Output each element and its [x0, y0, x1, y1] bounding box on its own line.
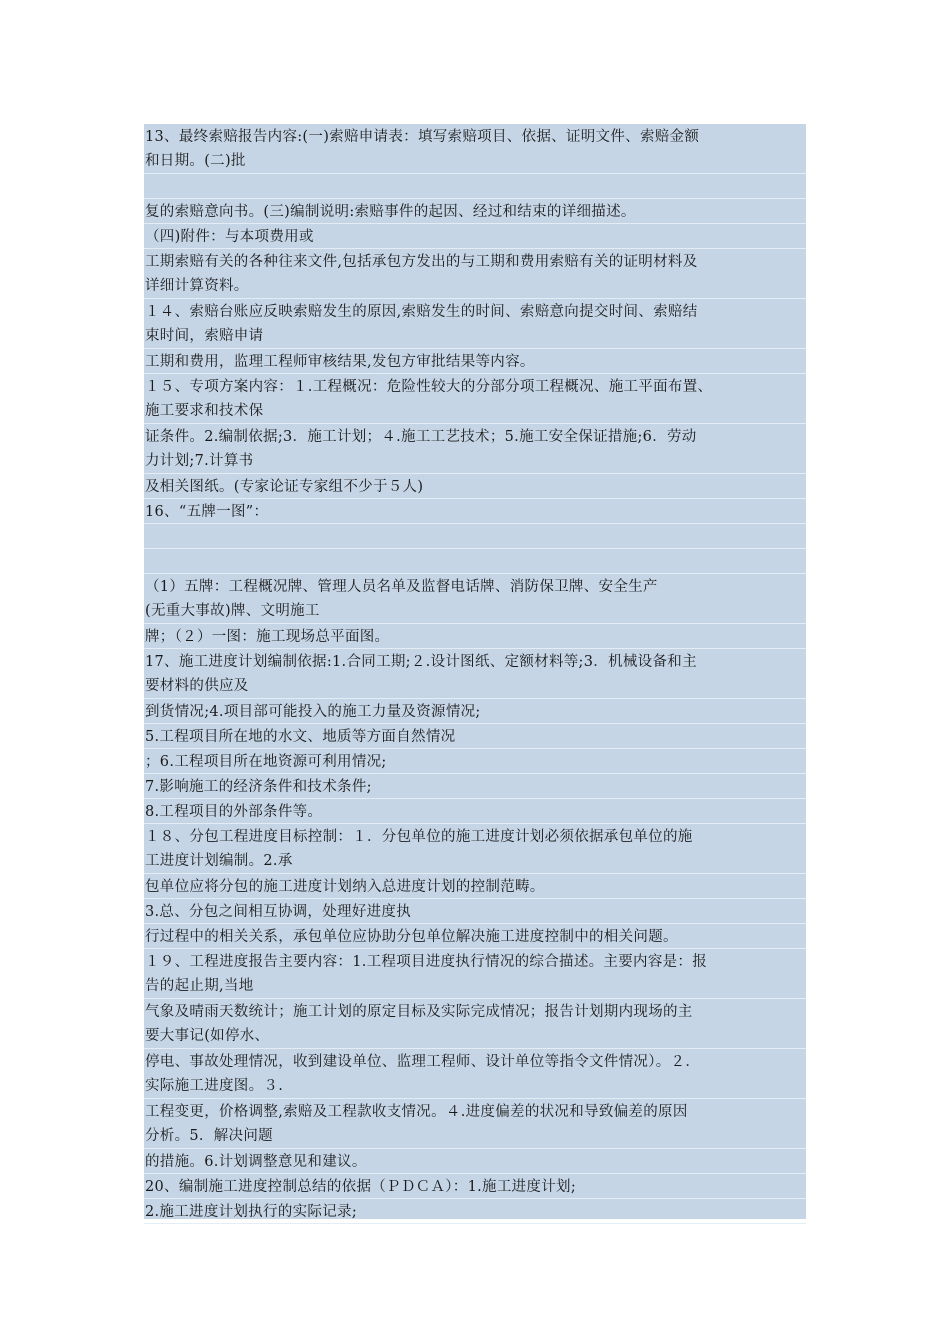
- text-line: 告的起止期,当地: [145, 978, 254, 994]
- text-line: 详细计算资料。: [145, 278, 249, 294]
- text-line: 7.影响施工的经济条件和技术条件;: [145, 779, 372, 795]
- text-line: 和日期。(二)批: [145, 153, 246, 169]
- text-row: [144, 249, 806, 299]
- text-row: [144, 1149, 806, 1174]
- text-line: （四)附件：与本项费用或: [145, 229, 314, 245]
- text-line: 工期和费用，监理工程师审核结果,发包方审批结果等内容。: [145, 354, 535, 370]
- text-line: １４、索赔台账应反映索赔发生的原因,索赔发生的时间、索赔意向提交时间、索赔结: [145, 304, 698, 320]
- empty-row: [144, 524, 806, 549]
- text-line: 工期索赔有关的各种往来文件,包括承包方发出的与工期和费用索赔有关的证明材料及: [145, 254, 698, 270]
- text-line: １９、工程进度报告主要内容：1.工程项目进度执行情况的综合描述。主要内容是：报: [145, 954, 708, 970]
- text-row: [144, 349, 806, 374]
- text-line: 的措施。6.计划调整意见和建议。: [145, 1154, 367, 1170]
- text-row: [144, 749, 806, 774]
- text-line: 束时间，索赔申请: [145, 328, 264, 344]
- text-line: 20、编制施工进度控制总结的依据（ＰＤＣＡ）：1.施工进度计划;: [145, 1179, 577, 1195]
- text-row: [144, 949, 806, 999]
- text-line: （1）五牌：工程概况牌、管理人员名单及监督电话牌、消防保卫牌、安全生产: [145, 579, 658, 595]
- text-line: 工进度计划编制。2.承: [145, 853, 293, 869]
- text-row: [144, 224, 806, 249]
- text-line: 牌；（２）一图：施工现场总平面图。: [145, 629, 390, 645]
- text-row: [144, 799, 806, 824]
- text-line: 到货情况;4.项目部可能投入的施工力量及资源情况;: [145, 704, 481, 720]
- text-line: 复的索赔意向书。(三)编制说明:索赔事件的起因、经过和结束的详细描述。: [145, 204, 636, 220]
- text-line: 行过程中的相关关系，承包单位应协助分包单位解决施工进度控制中的相关问题。: [145, 929, 678, 945]
- document-sheet: [144, 124, 806, 1219]
- text-row: [144, 724, 806, 749]
- text-line: 要材料的供应及: [145, 678, 249, 694]
- text-line: 施工要求和技术保: [145, 403, 264, 419]
- text-row: [144, 774, 806, 799]
- text-row: [144, 1049, 806, 1099]
- text-line: 17、施工进度计划编制依据:1.合同工期;２.设计图纸、定额材料等;3．机械设备和主: [145, 654, 697, 670]
- text-line: 证条件。2.编制依据;3．施工计划；４.施工工艺技术；5.施工安全保证措施;6．劳动: [145, 429, 697, 445]
- text-row: [144, 199, 806, 224]
- text-row: [144, 424, 806, 474]
- text-line: 实际施工进度图。３.: [145, 1078, 284, 1094]
- text-line: 3.总、分包之间相互协调，处理好进度执: [145, 904, 412, 920]
- text-line: 5.工程项目所在地的水文、地质等方面自然情况: [145, 729, 456, 745]
- text-row: [144, 124, 806, 174]
- text-row: [144, 899, 806, 924]
- text-line: 气象及晴雨天数统计；施工计划的原定目标及实际完成情况；报告计划期内现场的主: [145, 1004, 693, 1020]
- text-line: 停电、事故处理情况，收到建设单位、监理工程师、设计单位等指令文件情况）。２．: [145, 1054, 701, 1070]
- text-line: 2.施工进度计划执行的实际记录;: [145, 1204, 358, 1220]
- text-line: 8.工程项目的外部条件等。: [145, 804, 323, 820]
- text-line: 及相关图纸。(专家论证专家组不少于５人): [145, 479, 424, 495]
- text-line: １８、分包工程进度目标控制：１．分包单位的施工进度计划必须依据承包单位的施: [145, 829, 693, 845]
- text-row: [144, 824, 806, 874]
- text-line: 包单位应将分包的施工进度计划纳入总进度计划的控制范畴。: [145, 879, 545, 895]
- text-line: 16、“五牌一图”：: [145, 504, 269, 520]
- text-line: １５、专项方案内容：１.工程概况：危险性较大的分部分项工程概况、施工平面布置、: [145, 379, 713, 395]
- text-row: [144, 1099, 806, 1149]
- text-line: 要大事记(如停水、: [145, 1028, 270, 1044]
- text-row: [144, 624, 806, 649]
- text-row: [144, 699, 806, 724]
- text-row: [144, 649, 806, 699]
- text-row: [144, 474, 806, 499]
- text-line: 工程变更，价格调整,索赔及工程款收支情况。４.进度偏差的状况和导致偏差的原因: [145, 1104, 688, 1120]
- text-line: 分析。5．解决问题: [145, 1128, 273, 1144]
- text-row: [144, 874, 806, 899]
- text-row: [144, 299, 806, 349]
- text-row: [144, 1199, 806, 1224]
- text-row: [144, 499, 806, 524]
- text-row: [144, 574, 806, 624]
- text-row: [144, 1174, 806, 1199]
- text-line: 13、最终索赔报告内容:(一)索赔申请表：填写索赔项目、依据、证明文件、索赔金额: [145, 129, 700, 145]
- text-row: [144, 999, 806, 1049]
- text-row: [144, 924, 806, 949]
- text-line: ；6.工程项目所在地资源可利用情况;: [145, 754, 387, 770]
- empty-row: [144, 174, 806, 199]
- text-line: 力计划;7.计算书: [145, 453, 254, 469]
- empty-row: [144, 549, 806, 574]
- text-line: (无重大事故)牌、文明施工: [145, 603, 320, 619]
- text-row: [144, 374, 806, 424]
